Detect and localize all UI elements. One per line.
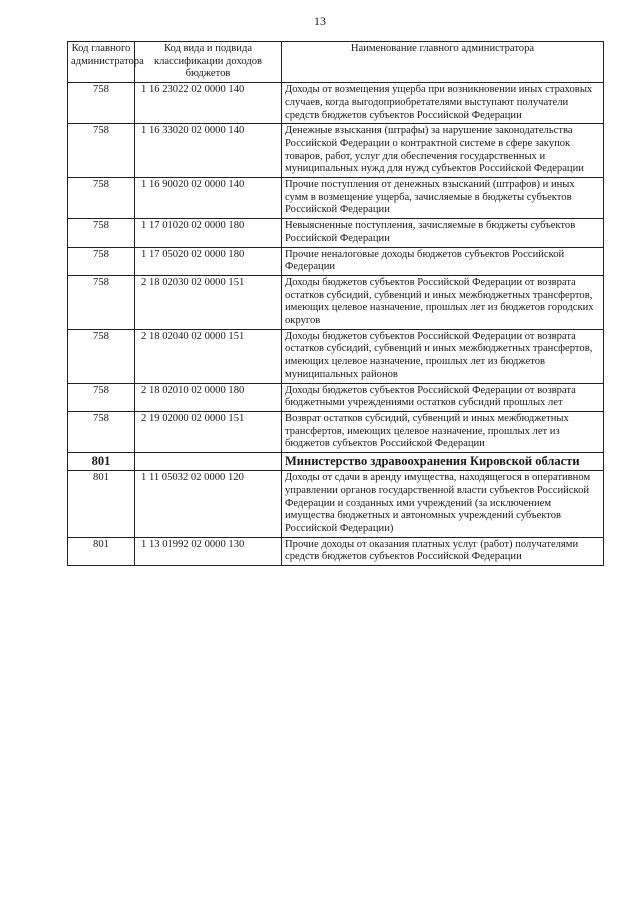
admin-name-cell: Прочие доходы от оказания платных услуг (работ) получателями средств бюджетов субъектов Российской Федерации bbox=[282, 537, 604, 565]
admin-code-cell: 758 bbox=[68, 83, 135, 124]
admin-name-cell: Доходы бюджетов субъектов Российской Федерации от возврата остатков субсидий, субвенций и иных межбюджетных трансфертов, имеющих целевое назначение, прошлых лет из бюджетов муниципальных районов bbox=[282, 329, 604, 383]
classification-code-cell: 1 11 05032 02 0000 120 bbox=[135, 471, 282, 538]
admin-code-cell: 801 bbox=[68, 471, 135, 538]
classification-code-cell: 2 18 02010 02 0000 180 bbox=[135, 383, 282, 411]
admin-name-cell: Доходы от сдачи в аренду имущества, находящегося в оперативном управлении органов государственной власти субъектов Российской Федерации и созданных ими учреждений (за исключением имущества бюджетных и автономных учреждений субъектов Российской Федерации) bbox=[282, 471, 604, 538]
header-admin-name: Наименование главного администратора bbox=[282, 42, 604, 83]
admin-name-cell: Денежные взыскания (штрафы) за нарушение законодательства Российской Федерации о контрактной системе в сфере закупок товаров, работ, услуг для обеспечения государственных и муниципальных нужд для нужд субъектов Российской Федерации bbox=[282, 124, 604, 178]
table-row bbox=[68, 83, 604, 124]
classification-code-cell: 1 16 33020 02 0000 140 bbox=[135, 124, 282, 178]
header-classification-code: Код вида и подвида классификации доходов бюджетов bbox=[135, 42, 282, 83]
admin-name-cell: Доходы бюджетов субъектов Российской Федерации от возврата остатков субсидий, субвенций и иных межбюджетных трансфертов, имеющих целевое назначение, прошлых лет из бюджетов городских округов bbox=[282, 275, 604, 329]
admin-name-cell: Прочие неналоговые доходы бюджетов субъектов Российской Федерации bbox=[282, 247, 604, 275]
page-number: 13 bbox=[314, 14, 326, 28]
table-row bbox=[68, 411, 604, 452]
section-classification-code-cell bbox=[135, 453, 282, 471]
admin-name-cell: Возврат остатков субсидий, субвенций и иных межбюджетных трансфертов, имеющих целевое назначение, прошлых лет из бюджетов субъектов Российской Федерации bbox=[282, 411, 604, 452]
revenue-administrators-table bbox=[67, 41, 604, 566]
header-admin-code: Код главного администратора bbox=[68, 42, 135, 83]
section-admin-name-cell: Министерство здравоохранения Кировской области bbox=[282, 453, 604, 471]
classification-code-cell: 1 17 01020 02 0000 180 bbox=[135, 219, 282, 247]
admin-code-cell: 801 bbox=[68, 537, 135, 565]
admin-name-cell: Прочие поступления от денежных взысканий (штрафов) и иных сумм в возмещение ущерба, зачисляемые в бюджеты субъектов Российской Федерации bbox=[282, 178, 604, 219]
admin-code-cell: 758 bbox=[68, 275, 135, 329]
table-row bbox=[68, 124, 604, 178]
admin-code-cell: 758 bbox=[68, 219, 135, 247]
table-header-row bbox=[68, 42, 604, 83]
admin-name-cell: Доходы бюджетов субъектов Российской Федерации от возврата бюджетными учреждениями остатков субсидий прошлых лет bbox=[282, 383, 604, 411]
classification-code-cell: 1 16 90020 02 0000 140 bbox=[135, 178, 282, 219]
table-row bbox=[68, 275, 604, 329]
table-row bbox=[68, 383, 604, 411]
table-body bbox=[68, 83, 604, 566]
classification-code-cell: 1 17 05020 02 0000 180 bbox=[135, 247, 282, 275]
table-row bbox=[68, 219, 604, 247]
table-row bbox=[68, 247, 604, 275]
classification-code-cell: 2 18 02040 02 0000 151 bbox=[135, 329, 282, 383]
classification-code-cell: 1 13 01992 02 0000 130 bbox=[135, 537, 282, 565]
table-row bbox=[68, 471, 604, 538]
admin-code-cell: 758 bbox=[68, 247, 135, 275]
classification-code-cell: 2 18 02030 02 0000 151 bbox=[135, 275, 282, 329]
admin-code-cell: 758 bbox=[68, 124, 135, 178]
section-header-row bbox=[68, 453, 604, 471]
admin-code-cell: 758 bbox=[68, 178, 135, 219]
admin-code-cell: 758 bbox=[68, 411, 135, 452]
table-row bbox=[68, 537, 604, 565]
admin-code-cell: 758 bbox=[68, 383, 135, 411]
admin-code-cell: 758 bbox=[68, 329, 135, 383]
table-row bbox=[68, 329, 604, 383]
classification-code-cell: 2 19 02000 02 0000 151 bbox=[135, 411, 282, 452]
table-row bbox=[68, 178, 604, 219]
section-admin-code-cell: 801 bbox=[68, 453, 135, 471]
classification-code-cell: 1 16 23022 02 0000 140 bbox=[135, 83, 282, 124]
admin-name-cell: Доходы от возмещения ущерба при возникновении иных страховых случаев, когда выгодоприобретателями выступают получатели средств бюджетов субъектов Российской Федерации bbox=[282, 83, 604, 124]
admin-name-cell: Невыясненные поступления, зачисляемые в бюджеты субъектов Российской Федерации bbox=[282, 219, 604, 247]
